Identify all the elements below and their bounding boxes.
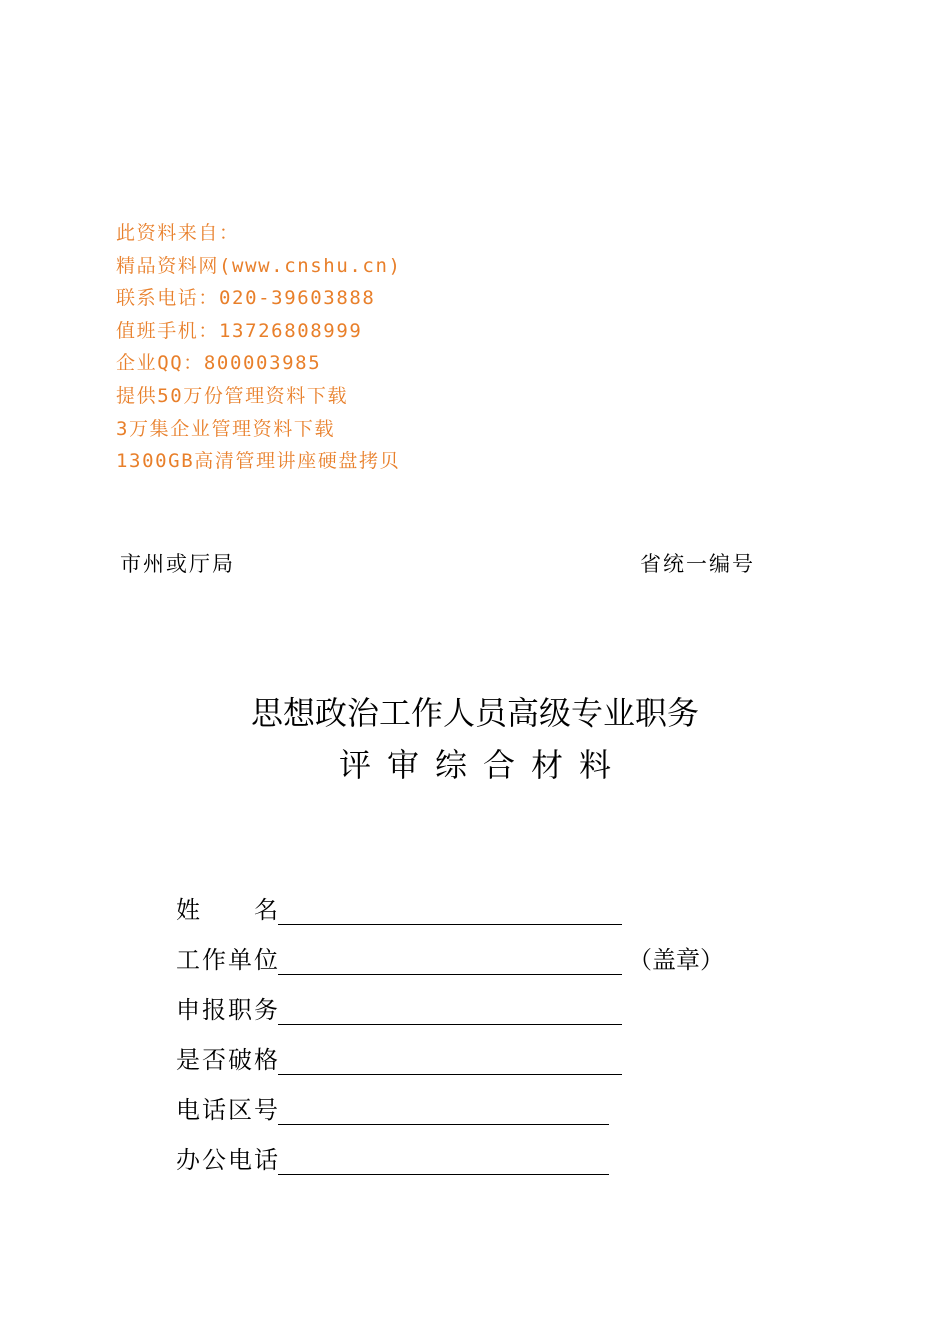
field-label-name: 姓名	[176, 896, 278, 924]
field-label-exception: 是否破格	[176, 1046, 278, 1074]
promo-phone: 联系电话：020-39603888	[116, 287, 376, 310]
field-label-work-unit: 工作单位	[176, 946, 278, 974]
exception-fill-line[interactable]	[278, 1074, 622, 1075]
promo-source-label: 此资料来自：	[116, 222, 240, 244]
office-phone-fill-line[interactable]	[278, 1174, 609, 1175]
page-title: 思想政治工作人员高级专业职务	[250, 694, 699, 732]
work-unit-fill-line[interactable]	[278, 974, 622, 975]
field-label-office-phone: 办公电话	[176, 1146, 278, 1174]
page-subtitle: 评审综合材料	[338, 746, 627, 784]
area-code-fill-line[interactable]	[278, 1124, 609, 1125]
seal-note: （盖章）	[628, 946, 724, 974]
header-province-number: 省统一编号	[640, 552, 755, 576]
field-label-area-code: 电话区号	[176, 1096, 278, 1124]
position-fill-line[interactable]	[278, 1024, 622, 1025]
promo-offer-3: 1300GB高清管理讲座硬盘拷贝	[116, 450, 401, 473]
header-city-bureau: 市州或厅局	[120, 552, 235, 576]
promo-offer-2: 3万集企业管理资料下载	[116, 417, 336, 440]
promo-block	[116, 217, 402, 478]
promo-offer-1: 提供50万份管理资料下载	[116, 384, 349, 407]
name-fill-line[interactable]	[278, 924, 622, 925]
promo-qq: 企业QQ：800003985	[116, 352, 322, 375]
field-label-position: 申报职务	[176, 996, 278, 1024]
promo-mobile: 值班手机：13726808999	[116, 319, 363, 342]
promo-site-link[interactable]: 精品资料网(www.cnshu.cn)	[116, 254, 402, 277]
